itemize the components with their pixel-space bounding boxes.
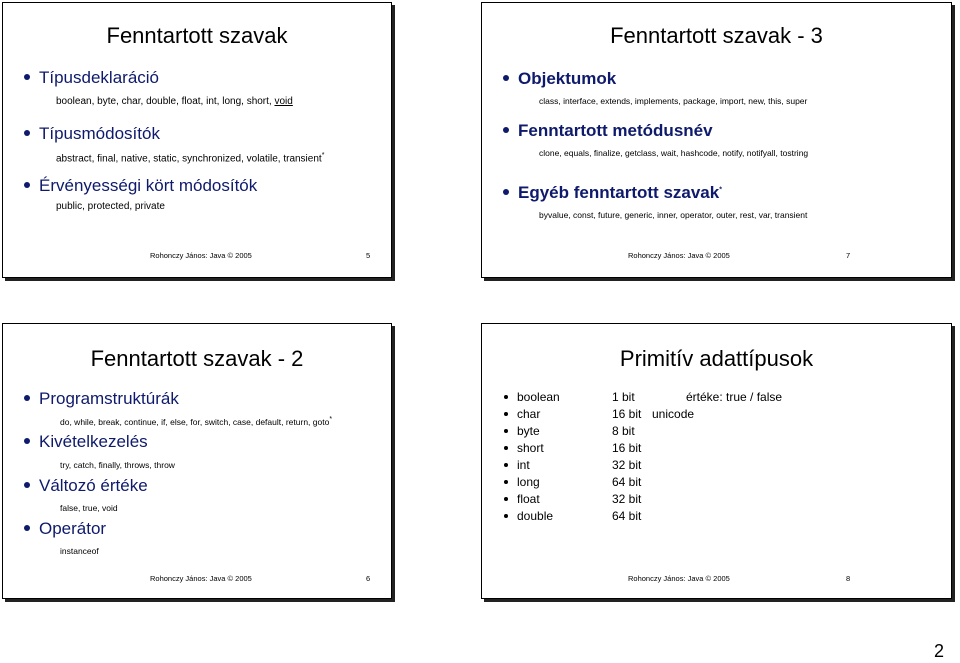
primitive-size: 32 bit [612,458,642,472]
section-text: instanceof [60,546,99,556]
bullet-icon [24,525,30,531]
page-number: 2 [934,641,945,661]
primitive-row: short [504,441,544,455]
footer-author: Rohonczy János: Java © 2005 [150,251,252,260]
bullet-icon [504,446,508,450]
slide-5 [2,2,392,278]
section-text: false, true, void [60,503,118,513]
primitive-size: 1 bit [612,390,635,404]
section-heading: Típusdeklaráció [24,68,159,88]
primitive-row: int [504,458,530,472]
section-heading: Érvényességi kört módosítók [24,176,257,196]
section-text: boolean, byte, char, double, float, int, long, short, void [56,96,293,107]
bullet-icon [503,189,509,195]
slide-7 [481,2,952,278]
bullet-icon [504,412,508,416]
bullet-icon [504,429,508,433]
bullet-icon [24,130,30,136]
footer-page-number: 5 [366,251,371,260]
section-text: abstract, final, native, static, synchronized, volatile, transient* [56,152,325,165]
footer-page-number: 6 [366,574,371,583]
footer-page-number: 7 [846,251,851,260]
primitive-size: 64 bit [612,509,642,523]
section-heading: Programstruktúrák [24,389,179,409]
bullet-icon [24,438,30,444]
bullet-icon [504,480,508,484]
primitive-size: 8 bit [612,424,635,438]
section-text: clone, equals, finalize, getclass, wait, hashcode, notify, notifyall, tostring [539,148,809,158]
bullet-icon [503,127,509,133]
primitive-note: unicode [652,407,695,421]
bullet-icon [24,74,30,80]
primitive-row: byte [504,424,540,438]
primitive-note: értéke: true / false [686,390,783,404]
slide-title: Fenntartott szavak [106,23,288,48]
primitive-size: 64 bit [612,475,642,489]
section-heading: Típusmódosítók [24,124,160,144]
footer-author: Rohonczy János: Java © 2005 [628,251,730,260]
section-heading: Kivételkezelés [24,432,148,452]
section-text: byvalue, const, future, generic, inner, operator, outer, rest, var, transient [539,210,808,220]
bullet-icon [503,75,509,81]
footer-author: Rohonczy János: Java © 2005 [628,574,730,583]
bullet-icon [24,395,30,401]
primitive-size: 16 bit [612,441,642,455]
primitive-row: boolean [504,390,560,404]
primitive-row: char [504,407,540,421]
bullet-icon [504,497,508,501]
section-text: do, while, break, continue, if, else, for, switch, case, default, return, goto* [60,416,333,427]
slide-title: Primitív adattípusok [619,346,814,371]
bullet-icon [24,182,30,188]
primitive-row: float [504,492,540,506]
primitive-size: 16 bit [612,407,642,421]
slide-6 [2,323,392,599]
primitive-row: long [504,475,540,489]
primitive-row: double [504,509,553,523]
section-text: public, protected, private [56,201,165,212]
section-heading: Objektumok [503,69,616,89]
section-heading: Fenntartott metódusnév [503,121,713,141]
section-text: class, interface, extends, implements, package, import, new, this, super [539,96,808,106]
footer-page-number: 8 [846,574,851,583]
slide-8 [481,323,952,599]
footer-author: Rohonczy János: Java © 2005 [150,574,252,583]
slide-title: Fenntartott szavak - 3 [610,23,823,48]
section-heading: Változó értéke [24,476,148,496]
bullet-icon [504,514,508,518]
section-heading: Operátor [24,519,106,539]
bullet-icon [504,395,508,399]
section-heading: Egyéb fenntartott szavak* [503,183,722,203]
slide-title: Fenntartott szavak - 2 [90,346,304,371]
bullet-icon [504,463,508,467]
primitive-size: 32 bit [612,492,642,506]
section-text: try, catch, finally, throws, throw [60,460,175,470]
bullet-icon [24,482,30,488]
